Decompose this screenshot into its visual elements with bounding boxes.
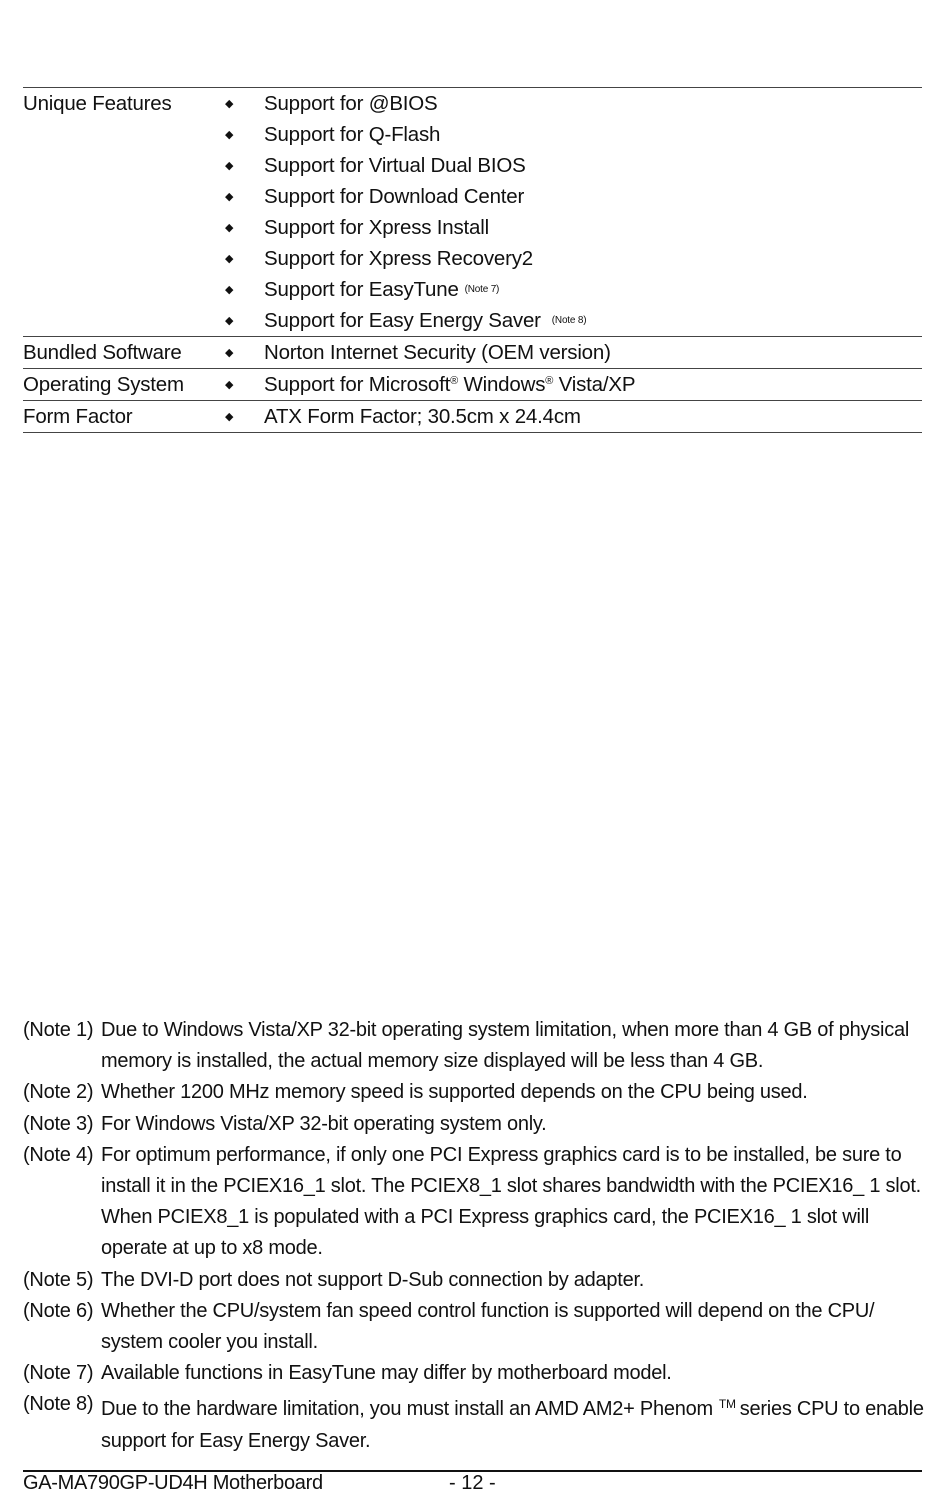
spec-item-text: Support for Xpress Recovery2 (264, 246, 533, 270)
bullet-icon: ◆ (225, 347, 234, 359)
note-text (101, 1389, 928, 1456)
note-text-part: Due to the hardware limitation, you must install an AMD AM2+ Phenom (101, 1398, 713, 1421)
bullet-icon: ◆ (225, 411, 234, 423)
note-text: Available functions in EasyTune may differ by motherboard model. (101, 1362, 672, 1385)
spec-item (223, 243, 922, 274)
spec-label: Unique Features (23, 92, 172, 115)
spec-items (223, 401, 922, 432)
spec-item (223, 181, 922, 212)
spec-item-text (264, 373, 635, 397)
spec-item (223, 305, 922, 336)
spec-label: Form Factor (23, 405, 133, 428)
bullet-icon: ◆ (225, 284, 234, 296)
registered-icon: ® (545, 374, 554, 387)
note-reference: (Note 8) (551, 315, 587, 326)
note-label: (Note 6) (23, 1299, 94, 1322)
spec-item-text: Support for Virtual Dual BIOS (264, 153, 526, 177)
spec-item (223, 337, 922, 368)
note-text: The DVI-D port does not support D-Sub connection by adapter. (101, 1268, 645, 1291)
note-text: Due to Windows Vista/XP 32-bit operating system limitation, when more than 4 GB of physical memory is installed, the actual memory size displayed will be less than 4 GB. (101, 1019, 910, 1073)
spec-item (223, 274, 922, 305)
spec-item-text: Support for Xpress Install (264, 215, 489, 239)
note-label: (Note 4) (23, 1143, 94, 1166)
note (23, 1389, 928, 1456)
os-text-part: Windows (457, 372, 546, 396)
note-label: (Note 2) (23, 1081, 94, 1104)
bullet-icon: ◆ (225, 379, 234, 391)
note-text: Whether the CPU/system fan speed control function is supported will depend on the CPU/ system cooler you install. (101, 1299, 875, 1354)
note-label: (Note 3) (23, 1112, 94, 1135)
bullet-icon: ◆ (225, 222, 234, 234)
note-text: For Windows Vista/XP 32-bit operating system only. (101, 1112, 547, 1135)
spec-item-text: Support for EasyTune (264, 277, 459, 301)
note-reference: (Note 7) (464, 284, 500, 295)
note (23, 1358, 928, 1389)
spec-table (23, 87, 922, 433)
spec-items (223, 337, 922, 368)
spec-row-bundled-software (23, 337, 922, 369)
note-text-part: series CPU to enable support for Easy Energy Saver. (101, 1398, 924, 1452)
note-label: (Note 8) (23, 1393, 94, 1416)
spec-row-operating-system (23, 369, 922, 401)
bullet-icon: ◆ (225, 129, 234, 141)
note-label: (Note 1) (23, 1019, 94, 1041)
trademark-icon: TM (718, 1397, 736, 1412)
note-label: (Note 7) (23, 1362, 94, 1385)
spec-row-form-factor (23, 401, 922, 433)
bullet-icon: ◆ (225, 98, 234, 110)
registered-icon: ® (450, 374, 458, 387)
note-label: (Note 5) (23, 1268, 94, 1291)
spec-item-text: Support for Easy Energy Saver (264, 308, 541, 332)
spec-label: Operating System (23, 373, 184, 396)
spec-items (223, 88, 922, 336)
spec-item (223, 88, 922, 119)
footnotes (23, 1015, 928, 1457)
note (23, 1296, 928, 1358)
os-text-part: Vista/XP (553, 372, 636, 396)
note (23, 1015, 928, 1077)
note (23, 1265, 928, 1296)
note (23, 1077, 928, 1108)
spec-row-unique-features (23, 88, 922, 337)
note-text: For optimum performance, if only one PCI Express graphics card is to be installed, be sure to install it in the PCIEX16_1 slot. The PCIEX8_1 slot shares bandwidth with the PCIEX16_ 1 slot. When PCIEX8_1 is populated with a PCI Express graphics card, the PCIEX16_ 1 slot will operate at up to x8 mode. (101, 1143, 921, 1260)
bullet-icon: ◆ (225, 160, 234, 172)
os-text-part: Support for Microsoft (264, 372, 451, 396)
note-text: Whether 1200 MHz memory speed is supported depends on the CPU being used. (101, 1081, 808, 1104)
spec-item (223, 119, 922, 150)
spec-item-text: Support for Download Center (264, 184, 525, 208)
spec-label: Bundled Software (23, 341, 182, 364)
spec-item-text: Support for @BIOS (264, 91, 438, 115)
page-number: - 12 - (449, 1472, 496, 1494)
footer-model-name: GA-MA790GP-UD4H Motherboard (23, 1472, 323, 1494)
spec-item-text: ATX Form Factor; 30.5cm x 24.4cm (264, 404, 581, 428)
spec-item (223, 401, 922, 432)
spec-items (223, 369, 922, 400)
spec-item (223, 212, 922, 243)
spec-item-text: Norton Internet Security (OEM version) (264, 340, 611, 364)
spec-item (223, 150, 922, 181)
bullet-icon: ◆ (225, 191, 234, 203)
bullet-icon: ◆ (225, 253, 234, 265)
spec-item-text: Support for Q-Flash (264, 122, 441, 146)
note (23, 1109, 928, 1140)
note (23, 1140, 928, 1265)
bullet-icon: ◆ (225, 315, 234, 327)
spec-item (223, 369, 922, 400)
